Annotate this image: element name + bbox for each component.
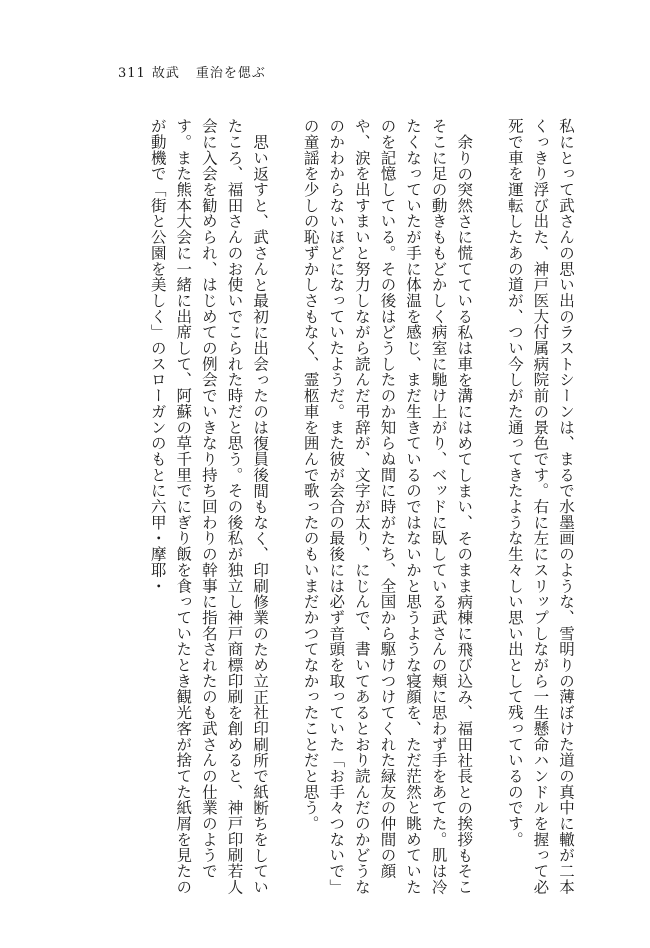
section-label: 故武 bbox=[151, 66, 180, 81]
paragraph-3: 思い返すと、武さんと最初に出会ったのは復員後間もなく、印刷修業のため立正社印刷所で紙断ちをしていたころ、福田さんのお使いでこられた時だと思う。その後私が独立し神戸商標印刷を創めると、神戸印刷若人会に入会を勧められ、はじめての例会でいきなり持ち回わりの幹事に指名されたのも武さんの仕業のようです。また熊本大会に一緒に出席して、阿蘇の草千里でにぎり飯を食っていたとき観光客が捨てた紙屑を見たのが動機で「街と公園を美しく」のスローガンのもとに六甲・摩耶・ bbox=[148, 118, 270, 895]
paragraph-2: 余りの突然さに慌てている私は車を溝にはめてしまい、そのまま病棟に飛び込み、福田社長との挨拶もそこそこに足の動きももどかしく病室に馳け上がり、ベッドに臥している武さんの頬に思わず手をあてた。肌は冷たくなっていたが手に体温を感じ、まだ生きているのではないかと思うような寝顔を、ただ茫然と眺めていたのを記憶している。その後はどうしたのか知らぬ間に時がたち、全国から駆けつけてくれた緑友の仲間の顔や、涙を出すまいと努力しながら読んだ弔辞が、文字が太り、にじんで、書いてあるとおり読んだのかどうなのかわからないほどになっていたようだ。また彼が会合の最後には必ず音頭を取っていた「お手々つないで」の童謡を少しの恥ずかしさもなく、霊柩車を囲んで歌ったのもいまだかつてなかったことだと思う。 bbox=[301, 118, 474, 895]
vertical-body-text bbox=[58, 118, 578, 908]
essay-title: 重治を偲ぶ bbox=[195, 66, 266, 81]
paragraph-1: 私にとって武さんの思い出のラストシーンは、まるで水墨画のような、雪明りの薄ぼけた道の真中に轍が二本くっきり浮び出た、神戸医大付属病院前の景色です。右に左にスリップしながら一生懸命ハンドルを握って必死で車を運転したあの道が、つい今しがた通ってきたような生々しい思い出として残っているのです。 bbox=[505, 118, 575, 895]
running-header bbox=[118, 62, 266, 81]
page-number: 311 bbox=[118, 66, 146, 81]
